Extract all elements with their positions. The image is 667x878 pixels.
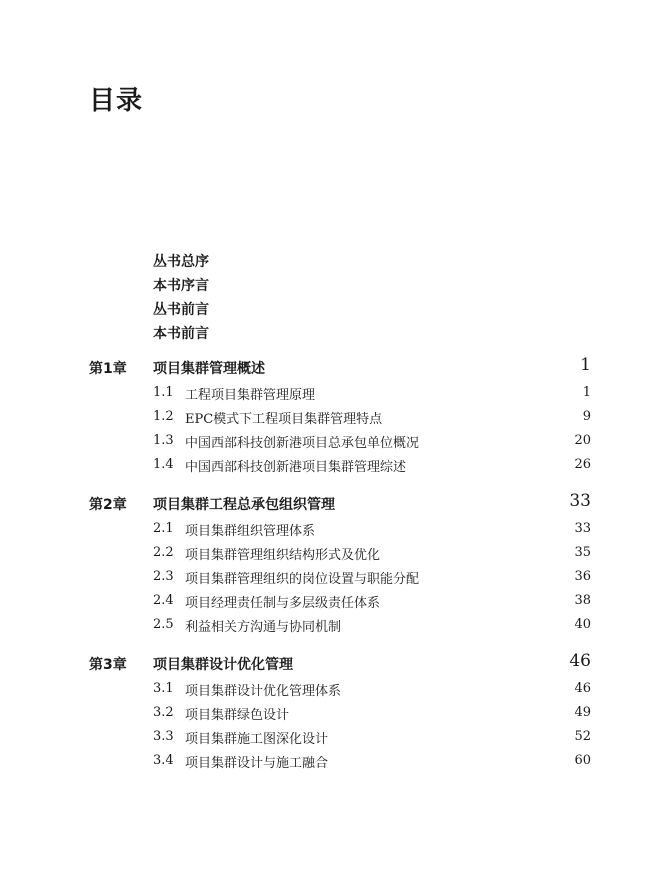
section-number: 1.4 — [153, 457, 174, 472]
section-title: 项目集群绿色设计 — [185, 708, 290, 723]
section-title: 工程项目集群管理原理 — [185, 388, 316, 403]
section-number: 1.1 — [153, 385, 174, 400]
chapter-number: 第3章 — [89, 657, 127, 673]
section-page-number: 40 — [574, 617, 591, 632]
section-entry[interactable] — [89, 701, 591, 725]
section-entry[interactable] — [89, 541, 591, 565]
section-title: 项目集群施工图深化设计 — [185, 732, 329, 747]
section-number: 3.1 — [153, 681, 174, 696]
front-matter-item[interactable]: 丛书总序 — [153, 254, 209, 270]
section-page-number: 26 — [574, 457, 591, 472]
section-entry[interactable] — [89, 677, 591, 701]
section-title: 项目集群组织管理体系 — [185, 524, 316, 539]
section-entry[interactable] — [89, 749, 591, 773]
section-number: 2.2 — [153, 545, 174, 560]
section-page-number: 36 — [574, 569, 591, 584]
section-entry[interactable] — [89, 565, 591, 589]
section-page-number: 20 — [574, 433, 591, 448]
section-title: EPC模式下工程项目集群管理特点 — [185, 412, 383, 427]
chapter-2 — [89, 491, 591, 637]
chapter-heading[interactable] — [89, 355, 591, 381]
section-title: 利益相关方沟通与协同机制 — [185, 620, 342, 635]
section-page-number: 52 — [574, 729, 591, 744]
section-title: 项目集群设计优化管理体系 — [185, 684, 342, 699]
chapter-number: 第1章 — [89, 361, 127, 377]
section-page-number: 1 — [582, 385, 591, 400]
section-title: 中国西部科技创新港项目总承包单位概况 — [185, 436, 420, 451]
chapter-page-number: 46 — [569, 651, 591, 671]
chapter-number: 第2章 — [89, 497, 127, 513]
section-number: 2.5 — [153, 617, 174, 632]
section-title: 项目集群管理组织的岗位设置与职能分配 — [185, 572, 420, 587]
chapter-page-number: 1 — [580, 355, 591, 375]
section-page-number: 9 — [582, 409, 591, 424]
section-number: 2.3 — [153, 569, 174, 584]
page-title: 目录 — [89, 86, 144, 116]
section-number: 2.4 — [153, 593, 174, 608]
front-matter-list — [153, 250, 209, 346]
section-page-number: 33 — [574, 521, 591, 536]
chapter-title: 项目集群管理概述 — [153, 361, 265, 377]
section-entry[interactable] — [89, 429, 591, 453]
front-matter-item[interactable]: 本书前言 — [153, 326, 209, 342]
section-page-number: 49 — [574, 705, 591, 720]
section-entry[interactable] — [89, 613, 591, 637]
chapter-title: 项目集群设计优化管理 — [153, 657, 293, 673]
section-number: 3.2 — [153, 705, 174, 720]
section-number: 2.1 — [153, 521, 174, 536]
section-title: 项目经理责任制与多层级责任体系 — [185, 596, 381, 611]
section-page-number: 60 — [574, 753, 591, 768]
section-page-number: 46 — [574, 681, 591, 696]
chapter-title: 项目集群工程总承包组织管理 — [153, 497, 335, 513]
chapter-heading[interactable] — [89, 491, 591, 517]
section-number: 1.3 — [153, 433, 174, 448]
section-entry[interactable] — [89, 589, 591, 613]
section-entry[interactable] — [89, 381, 591, 405]
section-entry[interactable] — [89, 453, 591, 477]
section-title: 项目集群管理组织结构形式及优化 — [185, 548, 381, 563]
section-page-number: 38 — [574, 593, 591, 608]
section-entry[interactable] — [89, 517, 591, 541]
front-matter-item[interactable]: 丛书前言 — [153, 302, 209, 318]
section-entry[interactable] — [89, 405, 591, 429]
front-matter-item[interactable]: 本书序言 — [153, 278, 209, 294]
section-entry[interactable] — [89, 725, 591, 749]
chapter-page-number: 33 — [569, 491, 591, 511]
chapter-1 — [89, 355, 591, 477]
chapter-3 — [89, 651, 591, 773]
section-page-number: 35 — [574, 545, 591, 560]
section-title: 中国西部科技创新港项目集群管理综述 — [185, 460, 407, 475]
section-number: 3.4 — [153, 753, 174, 768]
section-title: 项目集群设计与施工融合 — [185, 756, 329, 771]
section-number: 1.2 — [153, 409, 174, 424]
chapter-heading[interactable] — [89, 651, 591, 677]
section-number: 3.3 — [153, 729, 174, 744]
